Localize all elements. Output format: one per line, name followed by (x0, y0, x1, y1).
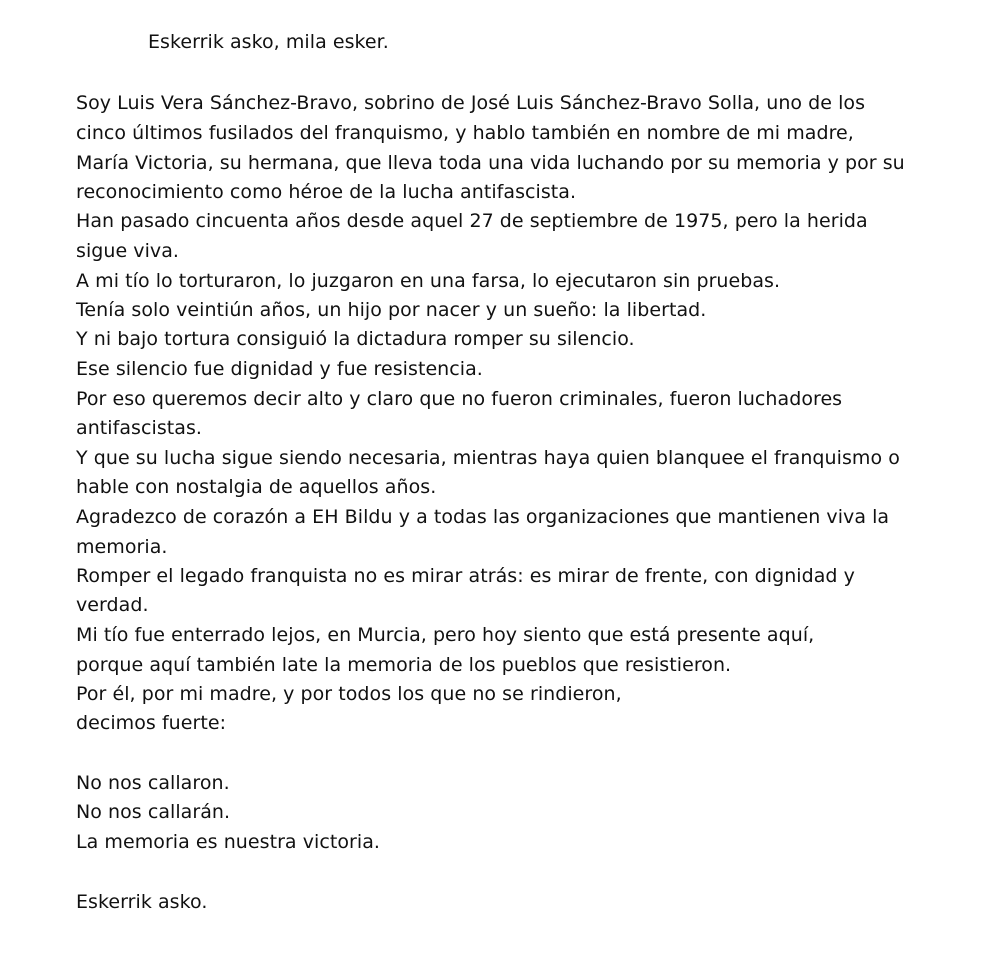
closing-line: No nos callarán. (76, 801, 231, 823)
paragraph-line: decimos fuerte: (76, 712, 227, 734)
paragraph-line: antifascistas. (76, 417, 202, 439)
paragraph-line: Romper el legado franquista no es mirar atrás: es mirar de frente, con dignidad y (76, 565, 855, 587)
paragraph-line: cinco últimos fusilados del franquismo, y hablo también en nombre de mi madre, (76, 122, 854, 144)
paragraph-line: A mi tío lo torturaron, lo juzgaron en una farsa, lo ejecutaron sin pruebas. (76, 270, 781, 292)
paragraph-line: hable con nostalgia de aquellos años. (76, 476, 437, 498)
paragraph-line: Agradezco de corazón a EH Bildu y a todas las organizaciones que mantienen viva la (76, 506, 890, 528)
paragraph-line: sigue viva. (76, 240, 180, 262)
paragraph-line: Ese silencio fue dignidad y fue resistencia. (76, 358, 483, 380)
paragraph-line: Han pasado cincuenta años desde aquel 27 de septiembre de 1975, pero la herida (76, 210, 868, 232)
paragraph-line: Por él, por mi madre, y por todos los que no se rindieron, (76, 683, 622, 705)
paragraph-line: Tenía solo veintiún años, un hijo por nacer y un sueño: la libertad. (76, 299, 707, 321)
paragraph-line: Y ni bajo tortura consiguió la dictadura romper su silencio. (76, 328, 635, 350)
paragraph-line: Soy Luis Vera Sánchez-Bravo, sobrino de José Luis Sánchez-Bravo Solla, uno de los (76, 92, 866, 114)
paragraph-line: Y que su lucha sigue siendo necesaria, mientras haya quien blanquee el franquismo o (76, 447, 900, 469)
paragraph-line: Mi tío fue enterrado lejos, en Murcia, pero hoy siento que está presente aquí, (76, 624, 815, 646)
paragraph-line: verdad. (76, 594, 149, 616)
paragraph-line: Por eso queremos decir alto y claro que no fueron criminales, fueron luchadores (76, 388, 843, 410)
paragraph-line: memoria. (76, 536, 168, 558)
paragraph-line: reconocimiento como héroe de la lucha antifascista. (76, 181, 577, 203)
farewell-line: Eskerrik asko. (76, 891, 208, 913)
greeting-line: Eskerrik asko, mila esker. (148, 31, 389, 53)
closing-line: No nos callaron. (76, 772, 230, 794)
paragraph-line: porque aquí también late la memoria de los pueblos que resistieron. (76, 654, 732, 676)
closing-line: La memoria es nuestra victoria. (76, 831, 380, 853)
paragraph-line: María Victoria, su hermana, que lleva toda una vida luchando por su memoria y por su (76, 152, 905, 174)
